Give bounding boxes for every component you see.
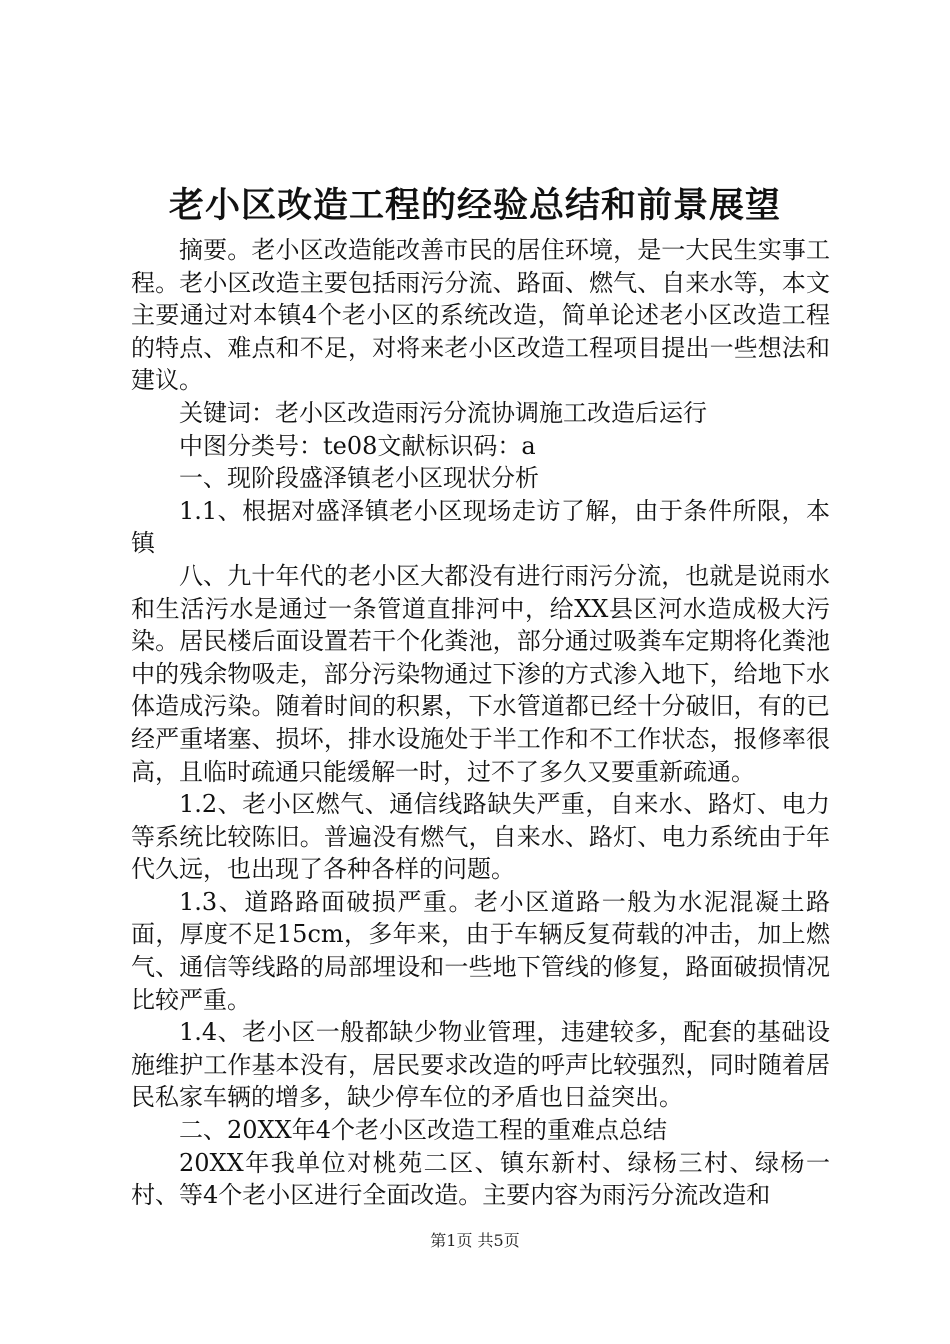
document-title: 老小区改造工程的经验总结和前景展望 xyxy=(168,185,781,226)
body-paragraph: 1.4、老小区一般都缺少物业管理，违建较多，配套的基础设施维护工作基本没有，居民要求改造的呼声比较强烈，同时随着居民私家车辆的增多，缺少停车位的矛盾也日益突出。 xyxy=(131,1018,830,1112)
classification-line: 中图分类号：te08文献标识码：a xyxy=(179,431,536,460)
body-paragraph: 20XX年我单位对桃苑二区、镇东新村、绿杨三村、绿杨一村、等4个老小区进行全面改造。主要内容为雨污分流改造和 xyxy=(131,1148,830,1210)
keywords-line: 关键词：老小区改造雨污分流协调施工改造后运行 xyxy=(179,398,707,427)
section-heading-2: 二、20XX年4个老小区改造工程的重难点总结 xyxy=(179,1116,667,1145)
document-body xyxy=(131,234,830,1212)
abstract-paragraph: 摘要。老小区改造能改善市民的居住环境，是一大民生实事工程。老小区改造主要包括雨污分流、路面、燃气、自来水等，本文主要通过对本镇4个老小区的系统改造，简单论述老小区改造工程的特点、难点和不足，对将来老小区改造工程项目提出一些想法和建议。 xyxy=(131,236,830,395)
body-paragraph: 八、九十年代的老小区大都没有进行雨污分流，也就是说雨水和生活污水是通过一条管道直排河中，给XX县区河水造成极大污染。居民楼后面设置若干个化粪池，部分通过吸粪车定期将化粪池中的残余物吸走，部分污染物通过下渗的方式渗入地下，给地下水体造成污染。随着时间的积累，下水管道都已经十分破旧，有的已经严重堵塞、损坏，排水设施处于半工作和不工作状态，报修率很高，且临时疏通只能缓解一时，过不了多久又要重新疏通。 xyxy=(131,561,830,786)
section-heading-1: 一、现阶段盛泽镇老小区现状分析 xyxy=(179,464,539,493)
body-paragraph: 1.3、道路路面破损严重。老小区道路一般为水泥混凝土路面，厚度不足15cm，多年来，由于车辆反复荷载的冲击，加上燃气、通信等线路的局部埋设和一些地下管线的修复，路面破损情况比较严重。 xyxy=(131,887,830,1014)
body-paragraph: 1.1、根据对盛泽镇老小区现场走访了解，由于条件所限，本镇 xyxy=(131,496,830,558)
page-footer: 第1页 共5页 xyxy=(430,1231,520,1250)
body-paragraph: 1.2、老小区燃气、通信线路缺失严重，自来水、路灯、电力等系统比较陈旧。普遍没有燃气，自来水、路灯、电力系统由于年代久远，也出现了各种各样的问题。 xyxy=(131,790,830,884)
